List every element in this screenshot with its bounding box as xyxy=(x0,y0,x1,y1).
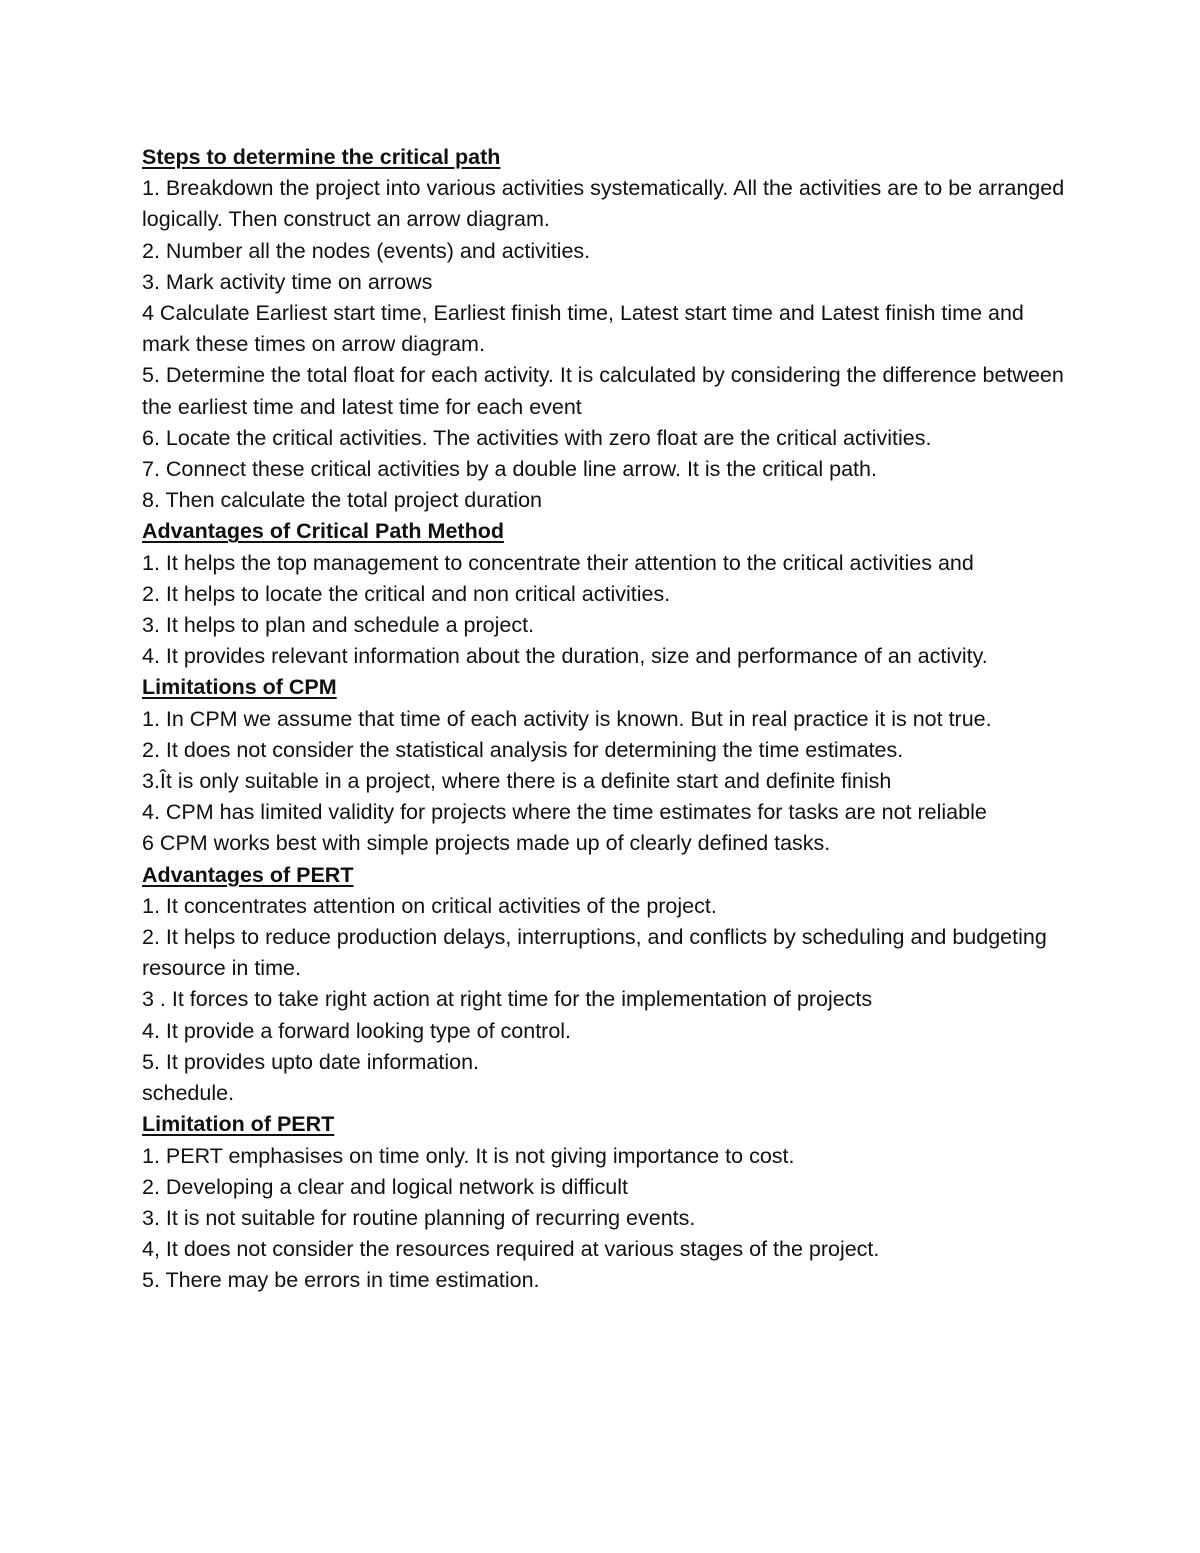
list-item: 6 CPM works best with simple projects made up of clearly defined tasks. xyxy=(142,831,831,856)
list-item: 1. Breakdown the project into various activities systematically. All the activities are to be arranged logically. Then construct an arrow diagram. xyxy=(142,176,1065,232)
list-item: 6. Locate the critical activities. The activities with zero float are the critical activities. xyxy=(142,425,932,450)
list-item: 5. Determine the total float for each activity. It is calculated by considering the difference between the earliest time and latest time for each event xyxy=(142,363,1064,419)
section-heading-cpm-advantages: Advantages of Critical Path Method xyxy=(142,519,504,544)
list-item: 2. It does not consider the statistical analysis for determining the time estimates. xyxy=(142,737,904,762)
list-item: 7. Connect these critical activities by a double line arrow. It is the critical path. xyxy=(142,457,877,482)
section-heading-pert-limitations: Limitation of PERT xyxy=(142,1112,335,1137)
list-item: 2. It helps to locate the critical and non critical activities. xyxy=(142,581,671,606)
section-heading-critical-path-steps: Steps to determine the critical path xyxy=(142,145,501,169)
list-item: 2. Developing a clear and logical network is difficult xyxy=(142,1174,629,1199)
list-item: schedule. xyxy=(142,1081,235,1106)
list-item: 3 . It forces to take right action at right time for the implementation of projects xyxy=(142,987,873,1012)
list-item: 3. It is not suitable for routine planning of recurring events. xyxy=(142,1205,696,1230)
list-item: 4. It provide a forward looking type of control. xyxy=(142,1018,572,1043)
list-item: 4. It provides relevant information about the duration, size and performance of an activity. xyxy=(142,644,988,669)
list-item: 1. In CPM we assume that time of each activity is known. But in real practice it is not true. xyxy=(142,706,992,731)
section-heading-pert-advantages: Advantages of PERT xyxy=(142,862,354,887)
list-item: 4, It does not consider the resources required at various stages of the project. xyxy=(142,1237,880,1262)
document-page xyxy=(142,142,1072,1297)
list-item: 1. It helps the top management to concentrate their attention to the critical activities and xyxy=(142,550,974,575)
list-item: 3. Mark activity time on arrows xyxy=(142,269,433,294)
list-item: 1. PERT emphasises on time only. It is not giving importance to cost. xyxy=(142,1143,795,1168)
list-item: 2. It helps to reduce production delays, interruptions, and conflicts by scheduling and budgeting resource in time. xyxy=(142,925,1047,981)
section-heading-cpm-limitations: Limitations of CPM xyxy=(142,675,337,700)
list-item: 2. Number all the nodes (events) and activities. xyxy=(142,238,591,263)
list-item: 4. CPM has limited validity for projects where the time estimates for tasks are not reliable xyxy=(142,800,987,825)
list-item: 1. It concentrates attention on critical activities of the project. xyxy=(142,893,717,918)
list-item: 3. It helps to plan and schedule a project. xyxy=(142,613,535,638)
list-item: 5. There may be errors in time estimation. xyxy=(142,1268,540,1293)
list-item: 8. Then calculate the total project duration xyxy=(142,488,542,513)
list-item: 4 Calculate Earliest start time, Earliest finish time, Latest start time and Latest finish time and mark these times on arrow diagram. xyxy=(142,301,1024,357)
list-item: 3.Ît is only suitable in a project, where there is a definite start and definite finish xyxy=(142,769,892,794)
list-item: 5. It provides upto date information. xyxy=(142,1049,480,1074)
